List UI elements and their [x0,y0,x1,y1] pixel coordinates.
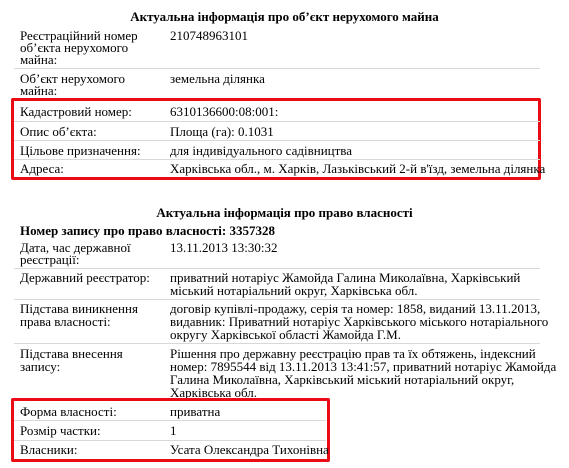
ownership-registrar-value-line-1: приватний нотаріус Жамойда Галина Миколаївна, Харківський [170,270,521,285]
ownership-basis-value-line-1: договір купівлі-продажу, серія та номер: 1858, виданий 13.11.2013, [170,301,541,316]
ownership-date-value: 13.11.2013 13:30:32 [170,240,278,255]
ownership-record-basis-value-line-4: Харківська обл. [170,385,258,400]
ownership-registrar-value-line-2: міський нотаріальний округ, Харківська обл. [170,283,418,298]
row-divider [14,140,540,141]
ownership-basis-value-line-3: округу Харківської області Жамойда Г.М. [170,327,401,342]
row-divider [14,440,326,441]
ownership-form-value: приватна [170,404,221,419]
property-object-label-line-1: Об’єкт нерухомого [20,71,126,86]
ownership-section-title: Актуальна інформація про право власності [156,205,413,220]
property-object-label-line-2: майна: [20,83,58,98]
property-registration-label-line-3: майна: [20,52,58,67]
row-divider [14,343,540,344]
ownership-form-label: Форма власності: [20,404,117,419]
ownership-record-basis-label-line-2: запису: [20,359,61,374]
ownership-record-basis-value-line-1: Рішення про державну реєстрацію прав та їх обтяжень, індексний [170,346,536,361]
property-registration-label-line-1: Реєстраційний номер [20,28,138,43]
ownership-date-label-line-2: реєстрації: [20,252,80,267]
property-purpose-value: для індивідуального садівництва [170,143,353,158]
ownership-record-basis-value-line-2: номер: 7895544 від 13.11.2013 13:41:57, приватний нотаріус Жамойда [170,359,557,374]
property-description-label: Опис об’єкта: [20,124,97,139]
property-object-value: земельна ділянка [170,71,265,86]
ownership-record-basis-label-line-1: Підстава внесення [20,346,123,361]
ownership-date-label-line-1: Дата, час державної [20,240,131,255]
ownership-share-label: Розмір частки: [20,423,101,438]
ownership-registrar-label: Державний реєстратор: [20,270,150,285]
property-cadastral-label: Кадастровий номер: [20,104,132,119]
row-divider [14,268,540,269]
ownership-basis-label-line-2: права власності: [20,314,111,329]
property-purpose-label: Цільове призначення: [20,143,141,158]
ownership-owners-label: Власники: [20,442,78,457]
property-cadastral-value: 6310136600:08:001: [170,104,279,119]
ownership-record-number: Номер запису про право власності: 3357328 [20,223,275,238]
ownership-owners-value: Усата Олександра Тихонівна [170,442,329,457]
property-registration-label-line-2: об’єкта нерухомого [20,40,129,55]
row-divider [14,68,540,69]
row-divider [14,121,540,122]
row-divider [14,299,540,300]
property-description-value: Площа (га): 0.1031 [170,124,274,139]
row-divider [14,420,326,421]
ownership-share-value: 1 [170,423,177,438]
ownership-basis-label-line-1: Підстава виникнення [20,301,138,316]
ownership-basis-value-line-2: видавник: Приватний нотаріус Харківського міського нотаріального [170,314,549,329]
ownership-record-basis-value-line-3: Галина Миколаївна, Харківський міський нотаріальний округ, [170,372,515,387]
property-registration-value: 210748963101 [170,28,248,43]
property-address-value: Харківська обл., м. Харків, Лазьківський 2-й в'їзд, земельна ділянка [170,161,546,176]
row-divider [14,159,540,160]
property-address-label: Адреса: [20,161,64,176]
property-section-title: Актуальна інформація про об’єкт нерухомого майна [130,9,439,24]
